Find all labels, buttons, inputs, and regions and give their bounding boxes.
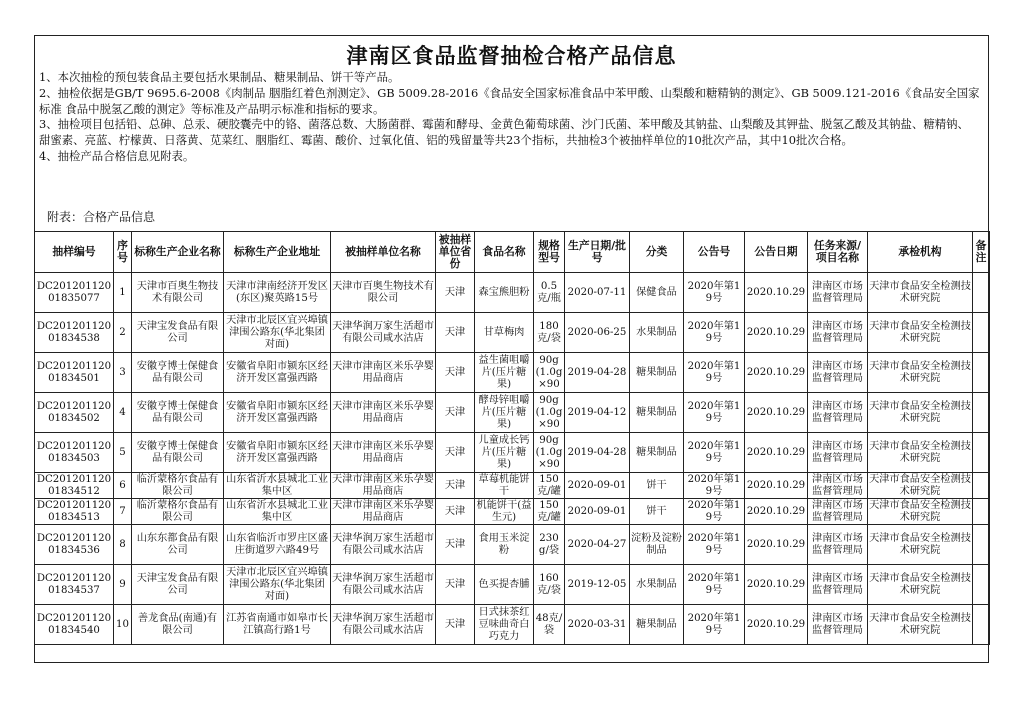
cell-announcement-no: 2020年第19号 bbox=[684, 565, 745, 605]
cell-province: 天津 bbox=[436, 605, 475, 645]
cell-production-date: 2020-07-11 bbox=[565, 273, 630, 313]
cell-province: 天津 bbox=[436, 393, 475, 433]
cell-index: 5 bbox=[114, 433, 132, 473]
cell-task-source: 津南区市场监督管理局 bbox=[808, 273, 868, 313]
cell-spec: 90g(1.0g×90 bbox=[534, 393, 565, 433]
cell-production-date: 2020-03-31 bbox=[565, 605, 630, 645]
note-2: 2、抽检依据是GB/T 9695.6-2008《肉制品 胭脂红着色剂测定》、GB 5009.28-2016《食品安全国家标准食品中苯甲酸、山梨酸和糖精钠的测定》、GB 5009.121-2016《食品安全国家标准 食品中脱氢乙酸的测定》等标准及产品明示标准和指标的要求。 bbox=[39, 85, 980, 116]
document-sheet bbox=[34, 35, 989, 663]
header-announcement-date: 公告日期 bbox=[745, 232, 808, 273]
cell-province: 天津 bbox=[436, 313, 475, 353]
cell-sample-id: DC20120112001834540 bbox=[35, 605, 114, 645]
cell-announcement-no: 2020年第19号 bbox=[684, 605, 745, 645]
header-testing-agency: 承检机构 bbox=[868, 232, 973, 273]
cell-testing-agency: 天津市食品安全检测技术研究院 bbox=[868, 433, 973, 473]
cell-category: 糖果制品 bbox=[630, 353, 684, 393]
cell-sampled-unit: 天津市津南区米乐孕婴用品商店 bbox=[331, 433, 436, 473]
cell-manufacturer-address: 山东省沂水县城北工业集中区 bbox=[224, 499, 331, 525]
cell-testing-agency: 天津市食品安全检测技术研究院 bbox=[868, 313, 973, 353]
cell-testing-agency: 天津市食品安全检测技术研究院 bbox=[868, 605, 973, 645]
cell-index: 8 bbox=[114, 525, 132, 565]
cell-production-date: 2019-04-28 bbox=[565, 353, 630, 393]
cell-sample-id: DC20120112001834537 bbox=[35, 565, 114, 605]
cell-manufacturer: 临沂蒙格尔食品有限公司 bbox=[132, 499, 224, 525]
header-announcement-no: 公告号 bbox=[684, 232, 745, 273]
table-row bbox=[35, 525, 990, 565]
cell-testing-agency: 天津市食品安全检测技术研究院 bbox=[869, 499, 971, 523]
header-food-name: 食品名称 bbox=[475, 232, 534, 273]
cell-announcement-no: 2020年第19号 bbox=[684, 353, 745, 393]
cell-task-source: 津南区市场监督管理局 bbox=[808, 499, 868, 525]
cell-production-date: 2019-12-05 bbox=[565, 565, 630, 605]
cell-remarks bbox=[973, 273, 990, 313]
cell-task-source: 津南区市场监督管理局 bbox=[808, 565, 868, 605]
cell-testing-agency: 天津市食品安全检测技术研究院 bbox=[868, 393, 973, 433]
cell-production-date: 2019-04-28 bbox=[565, 433, 630, 473]
cell-task-source: 津南区市场监督管理局 bbox=[808, 393, 868, 433]
cell-remarks bbox=[973, 353, 990, 393]
cell-sample-id: DC20120112001834501 bbox=[35, 353, 114, 393]
cell-food-name: 机能饼干(益生元) bbox=[475, 499, 534, 525]
cell-sample-id: DC20120112001834503 bbox=[35, 433, 114, 473]
cell-announcement-date: 2020.10.29 bbox=[745, 433, 808, 473]
cell-category: 保健食品 bbox=[630, 273, 684, 313]
cell-province: 天津 bbox=[436, 525, 475, 565]
table-row bbox=[35, 499, 990, 525]
cell-category: 水果制品 bbox=[630, 313, 684, 353]
cell-announcement-date: 2020.10.29 bbox=[745, 499, 808, 525]
cell-production-date: 2020-06-25 bbox=[565, 313, 630, 353]
cell-task-source: 津南区市场监督管理局 bbox=[808, 605, 868, 645]
cell-index: 3 bbox=[114, 353, 132, 393]
cell-remarks bbox=[973, 393, 990, 433]
cell-food-name: 益生菌咀嚼片(压片糖果) bbox=[475, 353, 534, 393]
header-task-source: 任务来源/项目名称 bbox=[808, 232, 868, 273]
cell-announcement-date: 2020.10.29 bbox=[745, 565, 808, 605]
cell-food-name: 儿童成长钙片(压片糖果) bbox=[475, 433, 534, 473]
cell-manufacturer: 临沂蒙格尔食品有限公司 bbox=[132, 473, 224, 499]
table-header-row bbox=[35, 232, 990, 273]
header-sample-id: 抽样编号 bbox=[35, 232, 114, 273]
cell-testing-agency: 天津市食品安全检测技术研究院 bbox=[868, 353, 973, 393]
cell-remarks bbox=[973, 499, 990, 525]
cell-production-date: 2020-09-01 bbox=[565, 473, 630, 499]
cell-spec: 180克/袋 bbox=[534, 313, 565, 353]
table-row bbox=[35, 273, 990, 313]
cell-spec: 0.5克/瓶 bbox=[534, 273, 565, 313]
cell-province: 天津 bbox=[436, 565, 475, 605]
cell-sample-id: DC20120112001834536 bbox=[35, 525, 114, 565]
cell-task-source: 津南区市场监督管理局 bbox=[808, 525, 868, 565]
cell-category: 水果制品 bbox=[630, 565, 684, 605]
cell-manufacturer-address: 天津市北辰区宜兴埠镇津围公路东(华北集团对面) bbox=[224, 313, 331, 353]
header-category: 分类 bbox=[630, 232, 684, 273]
cell-manufacturer: 安徽亨博士保健食品有限公司 bbox=[132, 393, 224, 433]
cell-food-name: 森宝熊胆粉 bbox=[475, 273, 534, 313]
table-row bbox=[35, 565, 990, 605]
cell-manufacturer: 善龙食品(南通)有限公司 bbox=[132, 605, 224, 645]
cell-testing-agency: 天津市食品安全检测技术研究院 bbox=[869, 473, 971, 497]
cell-index: 4 bbox=[114, 393, 132, 433]
header-production-date: 生产日期/批号 bbox=[565, 232, 630, 273]
notes-section bbox=[39, 70, 980, 165]
cell-manufacturer-address: 安徽省阜阳市颍东区经济开发区富强西路 bbox=[224, 393, 331, 433]
header-remarks: 备注 bbox=[973, 232, 990, 273]
cell-task-source: 津南区市场监督管理局 bbox=[808, 433, 868, 473]
cell-index: 7 bbox=[114, 499, 132, 525]
cell-testing-agency: 天津市食品安全检测技术研究院 bbox=[868, 565, 973, 605]
cell-category: 饼干 bbox=[630, 499, 684, 525]
cell-category: 糖果制品 bbox=[630, 393, 684, 433]
cell-province: 天津 bbox=[436, 273, 475, 313]
product-table bbox=[34, 231, 990, 645]
cell-sampled-unit: 天津华润万家生活超市有限公司咸水沽店 bbox=[331, 605, 436, 645]
header-sampled-unit: 被抽样单位名称 bbox=[331, 232, 436, 273]
appendix-label: 附表：合格产品信息 bbox=[47, 210, 156, 224]
cell-category: 糖果制品 bbox=[630, 605, 684, 645]
cell-production-date: 2019-04-12 bbox=[565, 393, 630, 433]
cell-sample-id: DC20120112001834538 bbox=[35, 313, 114, 353]
cell-spec: 48克/袋 bbox=[534, 605, 565, 645]
cell-announcement-date: 2020.10.29 bbox=[745, 353, 808, 393]
cell-remarks bbox=[973, 565, 990, 605]
cell-manufacturer: 安徽亨博士保健食品有限公司 bbox=[132, 353, 224, 393]
cell-task-source: 津南区市场监督管理局 bbox=[808, 313, 868, 353]
cell-production-date: 2020-04-27 bbox=[565, 525, 630, 565]
cell-manufacturer-address: 江苏省南通市如皋市长江镇高行路1号 bbox=[224, 605, 331, 645]
cell-index: 6 bbox=[114, 473, 132, 499]
cell-province: 天津 bbox=[436, 353, 475, 393]
cell-manufacturer: 天津市百奥生物技术有限公司 bbox=[132, 273, 224, 313]
cell-province: 天津 bbox=[436, 433, 475, 473]
cell-announcement-date: 2020.10.29 bbox=[745, 313, 808, 353]
cell-announcement-no: 2020年第19号 bbox=[684, 525, 745, 565]
table-row bbox=[35, 393, 990, 433]
cell-remarks bbox=[973, 433, 990, 473]
cell-province: 天津 bbox=[436, 473, 475, 499]
cell-sampled-unit: 天津市津南区米乐孕婴用品商店 bbox=[332, 473, 434, 497]
cell-manufacturer: 安徽亨博士保健食品有限公司 bbox=[132, 433, 224, 473]
cell-spec: 90g(1.0g×90 bbox=[534, 433, 565, 473]
cell-manufacturer-address: 安徽省阜阳市颍东区经济开发区富强西路 bbox=[224, 433, 331, 473]
header-spec: 规格型号 bbox=[534, 232, 565, 273]
cell-manufacturer: 天津宝发食品有限公司 bbox=[132, 565, 224, 605]
cell-sampled-unit: 天津华润万家生活超市有限公司咸水沽店 bbox=[331, 565, 436, 605]
note-3: 3、抽检项目包括铅、总砷、总汞、硬胶囊壳中的铬、菌落总数、大肠菌群、霉菌和酵母、金黄色葡萄球菌、沙门氏菌、苯甲酸及其钠盐、山梨酸及其钾盐、脱氢乙酸及其钠盐、糖精钠、甜蜜素、亮蓝、柠檬黄、日落黄、苋菜红、胭脂红、霉菌、酸价、过氧化值、铝的残留量等共23个指标，共抽检3个被抽样单位的10批次产品，其中10批次合格。 bbox=[39, 117, 969, 148]
table-row bbox=[35, 353, 990, 393]
cell-sample-id: DC20120112001834513 bbox=[35, 499, 114, 525]
cell-announcement-date: 2020.10.29 bbox=[745, 525, 808, 565]
cell-sampled-unit: 天津市百奥生物技术有限公司 bbox=[331, 273, 436, 313]
cell-manufacturer-address: 安徽省阜阳市颍东区经济开发区富强西路 bbox=[224, 353, 331, 393]
cell-task-source: 津南区市场监督管理局 bbox=[808, 473, 868, 499]
header-index: 序号 bbox=[114, 232, 132, 273]
cell-spec: 230g/袋 bbox=[534, 525, 565, 565]
cell-announcement-date: 2020.10.29 bbox=[745, 273, 808, 313]
cell-sampled-unit: 天津华润万家生活超市有限公司咸水沽店 bbox=[331, 525, 436, 565]
cell-province: 天津 bbox=[436, 499, 475, 525]
cell-sample-id: DC20120112001835077 bbox=[35, 273, 114, 313]
cell-manufacturer-address: 山东省沂水县城北工业集中区 bbox=[224, 473, 331, 499]
table-row bbox=[35, 313, 990, 353]
cell-spec: 90g(1.0g×90 bbox=[534, 353, 565, 393]
note-4: 4、抽检产品合格信息见附表。 bbox=[39, 148, 195, 163]
cell-sampled-unit: 天津华润万家生活超市有限公司咸水沽店 bbox=[331, 313, 436, 353]
note-1: 1、本次抽检的预包装食品主要包括水果制品、糖果制品、饼干等产品。 bbox=[39, 70, 400, 84]
cell-announcement-date: 2020.10.29 bbox=[745, 393, 808, 433]
header-manufacturer-address: 标称生产企业地址 bbox=[224, 232, 331, 273]
cell-manufacturer: 天津宝发食品有限公司 bbox=[132, 313, 224, 353]
cell-remarks bbox=[973, 313, 990, 353]
cell-food-name: 酵母锌咀嚼片(压片糖果) bbox=[475, 393, 534, 433]
cell-manufacturer-address: 山东省临沂市罗庄区盛庄街道罗六路49号 bbox=[224, 525, 331, 565]
cell-announcement-date: 2020.10.29 bbox=[745, 473, 808, 499]
header-manufacturer: 标称生产企业名称 bbox=[132, 232, 224, 273]
cell-production-date: 2020-09-01 bbox=[565, 499, 630, 525]
cell-index: 10 bbox=[114, 605, 132, 645]
cell-food-name: 日式抹茶红豆味曲奇白巧克力 bbox=[475, 605, 534, 645]
cell-spec: 150克/罐 bbox=[534, 499, 565, 525]
table-row bbox=[35, 433, 990, 473]
header-province: 被抽样单位省份 bbox=[436, 232, 475, 273]
cell-index: 2 bbox=[114, 313, 132, 353]
cell-index: 9 bbox=[114, 565, 132, 605]
cell-food-name: 草莓机能饼干 bbox=[475, 473, 534, 499]
cell-category: 饼干 bbox=[630, 473, 684, 499]
cell-testing-agency: 天津市食品安全检测技术研究院 bbox=[868, 525, 973, 565]
cell-sampled-unit: 天津市津南区米乐孕婴用品商店 bbox=[331, 393, 436, 433]
cell-manufacturer-address: 天津市北辰区宜兴埠镇津围公路东(华北集团对面) bbox=[224, 565, 331, 605]
cell-sample-id: DC20120112001834502 bbox=[35, 393, 114, 433]
cell-announcement-no: 2020年第19号 bbox=[684, 473, 745, 499]
cell-food-name: 甘草梅肉 bbox=[475, 313, 534, 353]
cell-category: 糖果制品 bbox=[630, 433, 684, 473]
table-body bbox=[35, 273, 990, 645]
cell-remarks bbox=[973, 525, 990, 565]
cell-announcement-no: 2020年第19号 bbox=[684, 393, 745, 433]
cell-remarks bbox=[973, 473, 990, 499]
cell-index: 1 bbox=[114, 273, 132, 313]
cell-food-name: 色买提杏脯 bbox=[475, 565, 534, 605]
page-title: 津南区食品监督抽检合格产品信息 bbox=[346, 44, 677, 68]
cell-announcement-date: 2020.10.29 bbox=[745, 605, 808, 645]
cell-manufacturer-address: 天津市津南经济开发区(东区)聚英路15号 bbox=[224, 273, 331, 313]
cell-announcement-no: 2020年第19号 bbox=[684, 273, 745, 313]
cell-sampled-unit: 天津市津南区米乐孕婴用品商店 bbox=[331, 353, 436, 393]
cell-sampled-unit: 天津市津南区米乐孕婴用品商店 bbox=[332, 499, 434, 523]
table-row bbox=[35, 605, 990, 645]
cell-announcement-no: 2020年第19号 bbox=[684, 433, 745, 473]
cell-announcement-no: 2020年第19号 bbox=[684, 313, 745, 353]
cell-manufacturer: 山东东都食品有限公司 bbox=[132, 525, 224, 565]
cell-testing-agency: 天津市食品安全检测技术研究院 bbox=[868, 273, 973, 313]
cell-announcement-no: 2020年第19号 bbox=[684, 499, 745, 525]
cell-task-source: 津南区市场监督管理局 bbox=[808, 353, 868, 393]
cell-food-name: 食用玉米淀粉 bbox=[475, 525, 534, 565]
table-row bbox=[35, 473, 990, 499]
cell-spec: 160克/袋 bbox=[534, 565, 565, 605]
cell-category: 淀粉及淀粉制品 bbox=[630, 525, 684, 565]
cell-sample-id: DC20120112001834512 bbox=[35, 473, 114, 499]
cell-spec: 150克/罐 bbox=[534, 473, 565, 499]
cell-remarks bbox=[973, 605, 990, 645]
